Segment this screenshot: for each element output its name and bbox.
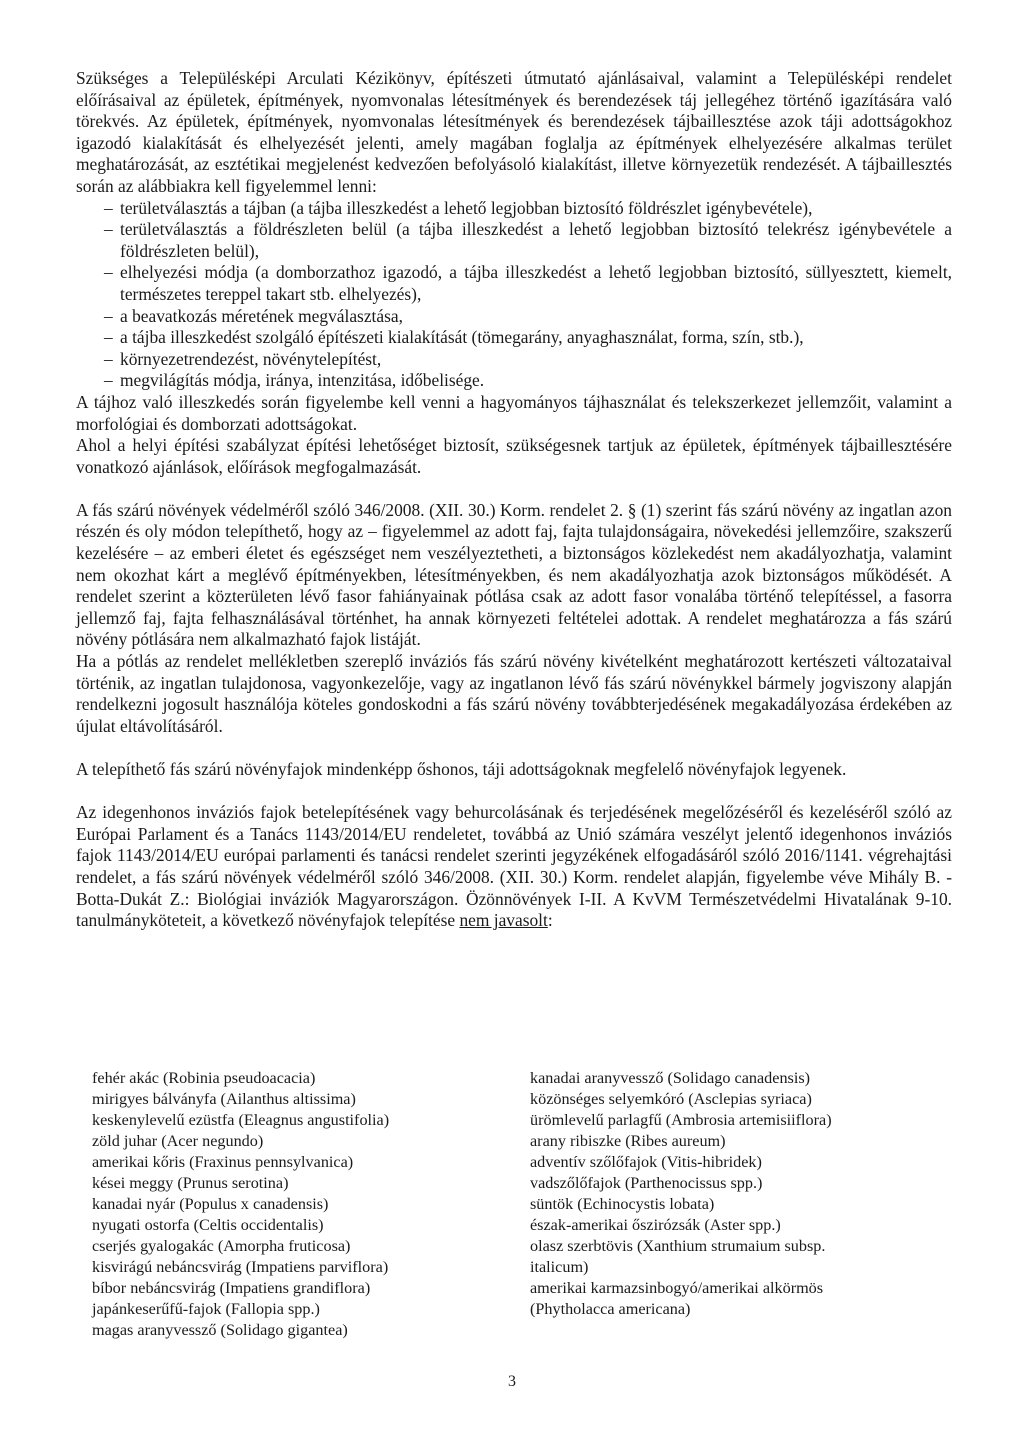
woody-plant-decree-paragraph: A fás szárú növények védelméről szóló 346/2008. (XII. 30.) Korm. rendelet 2. § (1) szerint fás szárú növény az ingatlan azon részén és oly módon telepíthető, hogy az – figyelemmel az adott faj, fajta tulajdonságaira, növekedési jellemzőire, szakszerű kezelésére – az emberi életet és egészséget nem veszélyeztetheti, a biztonságos közlekedést nem akadályozhatja, valamint nem okozhat kárt a meglévő építményekben, létesítményekben, és nem akadályozhatja azok biztonságos működését. A rendelet szerint a közterületen lévő fasor fahiányainak pótlása csak az adott fasor vonalába történő telepítéssel, a fasorra jellemző faj, fajta felhasználásával történhet, ha annak környezeti feltételei adottak. A rendelet meghatározza a fás szárú növény pótlására nem alkalmazható fajok listáját.	[76, 499, 952, 650]
species-item: fehér akác (Robinia pseudoacacia)	[92, 1069, 316, 1087]
list-item: – a beavatkozás méretének megválasztása,	[76, 306, 952, 328]
species-item: bíbor nebáncsvirág (Impatiens grandiflora)	[92, 1279, 371, 1297]
list-item: – a tájba illeszkedést szolgáló építészeti kialakítását (tömegarány, anyaghasználat, forma, szín, stb.),	[76, 327, 952, 349]
landscape-use-paragraph: A tájhoz való illeszkedés során figyelembe kell venni a hagyományos tájhasználat és telekszerkezet jellemzőit, valamint a morfológiai és domborzati adottságokat.	[76, 391, 952, 434]
native-species-paragraph: A telepíthető fás szárú növényfajok mindenképp őshonos, táji adottságoknak megfelelő növényfajok legyenek.	[76, 759, 847, 779]
species-item: kanadai nyár (Populus x canadensis)	[92, 1195, 329, 1213]
species-item: japánkeserűfű-fajok (Fallopia spp.)	[92, 1300, 320, 1318]
list-item: – elhelyezési módja (a domborzathoz igazodó, a tájba illeszkedést a lehető legjobban biztosító, süllyesztett, kiemelt, természetes tereppel takart stb. elhelyezés),	[76, 262, 952, 305]
species-item: nyugati ostorfa (Celtis occidentalis)	[92, 1216, 324, 1234]
species-item: magas aranyvessző (Solidago gigantea)	[92, 1321, 348, 1339]
list-item: – területválasztás a földrészleten belül (a tájba illeszkedést a lehető legjobban biztosító telekrész igénybevétele a földrészleten belül),	[76, 219, 952, 262]
landscape-fit-list	[76, 198, 952, 392]
species-item: (Phytholacca americana)	[530, 1300, 691, 1318]
species-item: adventív szőlőfajok (Vitis-hibridek)	[530, 1153, 762, 1171]
species-item: keskenylevelű ezüstfa (Eleagnus angustifolia)	[92, 1111, 390, 1129]
species-item: amerikai karmazsinbogyó/amerikai alkörmös	[530, 1279, 824, 1297]
species-item: ürömlevelű parlagfű (Ambrosia artemisiiflora)	[530, 1111, 832, 1129]
replacement-paragraph: Ha a pótlás az rendelet mellékletben szereplő inváziós fás szárú növény kivételként meghatározott kertészeti változataival történik, az ingatlan tulajdonosa, vagyonkezelője, vagy az ingatlanon lévő fás szárú növénykkel bármely jogviszony alapján rendelkezni jogosult használója köteles gondoskodni a fás szárú növény továbbterjedésének megakadályozása érdekében az újulat eltávolításáról.	[76, 651, 952, 736]
intro-paragraph: Szükséges a Településképi Arculati Kézikönyv, építészeti útmutató ajánlásaival, valamint a Településképi rendelet előírásaival az épületek, építmények, nyomvonalas létesítmények és berendezések táj jellegéhez történő igazítására való törekvés. Az épületek, építmények, nyomvonalas létesítmények és berendezések tájbaillesztése azok táji adottságokhoz igazodó kialakítását és elhelyezését jelenti, amely magában foglalja az építmények elhelyezésére alkalmas terület meghatározását, az esztétikai megjelenést kedvezően befolyásoló kialakítást, illetve környezetük rendezését. A tájbaillesztés során az alábbiakra kell figyelemmel lenni:	[76, 68, 952, 196]
species-item: észak-amerikai őszirózsák (Aster spp.)	[530, 1216, 781, 1234]
species-item: zöld juhar (Acer negundo)	[92, 1132, 264, 1150]
species-column-left	[92, 1068, 512, 1341]
list-item: – környezetrendezést, növénytelepítést,	[76, 349, 952, 371]
species-item: amerikai kőris (Fraxinus pennsylvanica)	[92, 1153, 354, 1171]
species-item: közönséges selyemkóró (Asclepias syriaca)	[530, 1090, 812, 1108]
species-item: arany ribiszke (Ribes aureum)	[530, 1132, 726, 1150]
building-regulation-paragraph: Ahol a helyi építési szabályzat építési lehetőséget biztosít, szükségesnek tartjuk az épületek, építmények tájbaillesztésére vonatkozó ajánlások, előírások megfogalmazását.	[76, 435, 952, 477]
invasive-species-paragraph: Az idegenhonos inváziós fajok betelepítésének vagy behurcolásának és terjedésének megelőzéséről és kezeléséről szóló az Európai Parlament és a Tanács 1143/2014/EU rendeletet, továbbá az Unió számára veszélyt jelentő idegenhonos inváziós fajok 1143/2014/EU európai parlamenti és tanácsi rendelet szerinti jegyzékének elfogadásáról szóló 2016/1141. végrehajtási rendelet, a fás szárú növények védelméről szóló 346/2008. (XII. 30.) Korm. rendelet alapján, figyelembe véve Mihály B. - Botta-Dukát Z.: Biológiai inváziók Magyarországon. Özönnövények I-II. A KvVM Természetvédelmi Hivatalának 9-10. tanulmányköteteit, a következő növényfajok telepítése nem javasolt:	[76, 802, 952, 931]
document-body	[76, 68, 952, 932]
species-item: mirigyes bálványfa (Ailanthus altissima)	[92, 1090, 356, 1108]
species-item: süntök (Echinocystis lobata)	[530, 1195, 715, 1213]
species-item: kisvirágú nebáncsvirág (Impatiens parviflora)	[92, 1258, 389, 1276]
not-recommended-emphasis: nem javasolt	[459, 910, 548, 931]
species-column-right	[530, 1068, 930, 1320]
list-item: – megvilágítás módja, iránya, intenzitása, időbelisége.	[76, 370, 952, 392]
page-number: 3	[508, 1373, 516, 1390]
species-item: kanadai aranyvessző (Solidago canadensis)	[530, 1069, 811, 1087]
species-item: italicum)	[530, 1258, 589, 1276]
species-item: olasz szerbtövis (Xanthium strumaium subsp.	[530, 1237, 826, 1255]
species-item: vadszőlőfajok (Parthenocissus spp.)	[530, 1174, 763, 1192]
species-item: cserjés gyalogakác (Amorpha fruticosa)	[92, 1237, 351, 1255]
species-item: kései meggy (Prunus serotina)	[92, 1174, 289, 1192]
list-item: – területválasztás a tájban (a tájba illeszkedést a lehető legjobban biztosító földrészlet igénybevétele),	[76, 198, 952, 220]
